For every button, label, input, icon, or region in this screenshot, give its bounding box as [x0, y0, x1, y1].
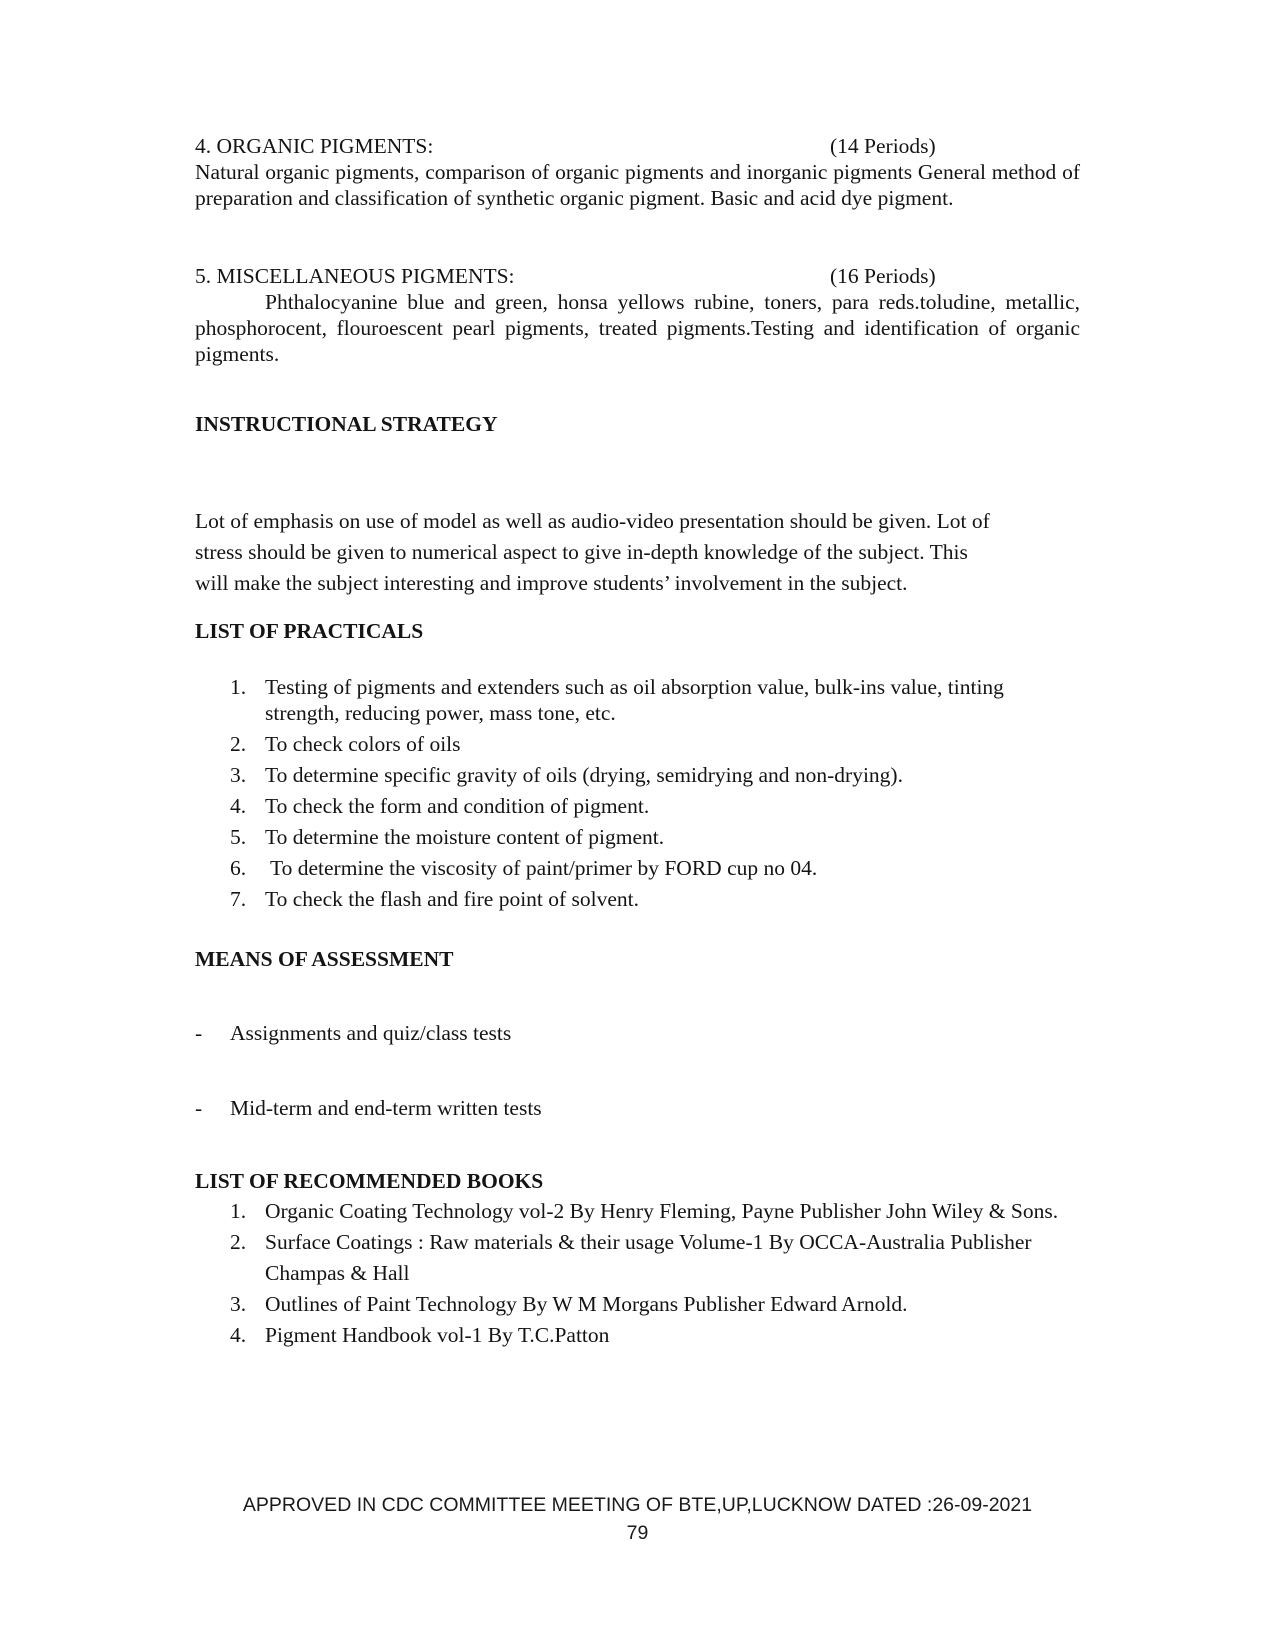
heading-means-of-assessment: MEANS OF ASSESSMENT: [195, 947, 454, 971]
paragraph-line: stress should be given to numerical aspect to give in-depth knowledge of the subject. This: [195, 540, 968, 564]
section-body: Natural organic pigments, comparison of organic pigments and inorganic pigments General method of preparation and classification of synthetic organic pigment. Basic and acid dye pigment.: [195, 160, 1080, 210]
list-item: [195, 1289, 1080, 1320]
item-text: Mid-term and end-term written tests: [230, 1096, 542, 1120]
item-number: 2.: [230, 732, 247, 756]
approval-footer: APPROVED IN CDC COMMITTEE MEETING OF BTE,UP,LUCKNOW DATED :26-09-2021: [242, 1494, 1033, 1516]
item-number: 1.: [230, 675, 247, 699]
section-organic-pigments: [195, 133, 1080, 211]
list-item: [195, 762, 1080, 788]
item-number: 6.: [230, 856, 247, 880]
section-periods: (14 Periods): [830, 134, 936, 158]
item-text: To check the flash and fire point of solvent.: [265, 887, 640, 911]
paragraph-line: Lot of emphasis on use of model as well as audio-video presentation should be given. Lot of: [195, 509, 990, 533]
section-title: 4. ORGANIC PIGMENTS:: [195, 134, 434, 158]
section-heading-line: [195, 263, 1080, 289]
section-miscellaneous-pigments: [195, 263, 1080, 367]
list-item: [195, 824, 1080, 850]
section-body: Phthalocyanine blue and green, honsa yellows rubine, toners, para reds.toludine, metallic, phosphorocent, flouroescent pearl pigments, treated pigments.Testing and identification of organic pigments.: [195, 290, 1080, 366]
item-text: Surface Coatings : Raw materials & their usage Volume-1 By OCCA-Australia Publisher Champas & Hall: [265, 1230, 1032, 1285]
heading-list-of-practicals: LIST OF PRACTICALS: [195, 619, 424, 643]
item-text: Assignments and quiz/class tests: [230, 1021, 512, 1045]
item-text: To determine specific gravity of oils (drying, semidrying and non-drying).: [265, 763, 903, 787]
dash-marker: -: [195, 1021, 203, 1045]
item-number: 2.: [230, 1230, 247, 1254]
list-item: [195, 1227, 1080, 1289]
instructional-strategy-text: [195, 506, 1075, 599]
list-item: [195, 855, 1080, 881]
item-text: Outlines of Paint Technology By W M Morgans Publisher Edward Arnold.: [265, 1292, 908, 1316]
assessment-item: [195, 1020, 511, 1046]
item-text: To check colors of oils: [265, 732, 461, 756]
item-number: 4.: [230, 1323, 247, 1347]
paragraph-line: will make the subject interesting and improve students’ involvement in the subject.: [195, 571, 908, 595]
books-list: [195, 1196, 1080, 1351]
item-number: 1.: [230, 1199, 247, 1223]
section-periods: (16 Periods): [830, 264, 936, 288]
dash-marker: -: [195, 1096, 203, 1120]
list-item: [195, 731, 1080, 757]
item-number: 3.: [230, 1292, 247, 1316]
item-text: Pigment Handbook vol-1 By T.C.Patton: [265, 1323, 610, 1347]
practicals-list: [195, 674, 1080, 917]
item-text: To determine the moisture content of pigment.: [265, 825, 665, 849]
list-item: [195, 674, 1080, 726]
item-text: To check the form and condition of pigment.: [265, 794, 650, 818]
page-number: 79: [626, 1522, 649, 1544]
heading-recommended-books: LIST OF RECOMMENDED BOOKS: [195, 1169, 544, 1193]
list-item: [195, 793, 1080, 819]
item-text: Testing of pigments and extenders such as oil absorption value, bulk-ins value, tinting strength, reducing power, mass tone, etc.: [265, 675, 1004, 725]
section-heading-line: [195, 133, 1080, 159]
list-item: [195, 886, 1080, 912]
item-number: 3.: [230, 763, 247, 787]
item-text: To determine the viscosity of paint/primer by FORD cup no 04.: [265, 856, 818, 880]
list-item: [195, 1320, 1080, 1351]
item-number: 5.: [230, 825, 247, 849]
assessment-item: [195, 1095, 542, 1121]
section-title: 5. MISCELLANEOUS PIGMENTS:: [195, 264, 515, 288]
heading-instructional-strategy: INSTRUCTIONAL STRATEGY: [195, 412, 498, 436]
item-number: 4.: [230, 794, 247, 818]
item-number: 7.: [230, 887, 247, 911]
list-item: [195, 1196, 1080, 1227]
item-text: Organic Coating Technology vol-2 By Henry Fleming, Payne Publisher John Wiley & Sons.: [265, 1199, 1059, 1223]
